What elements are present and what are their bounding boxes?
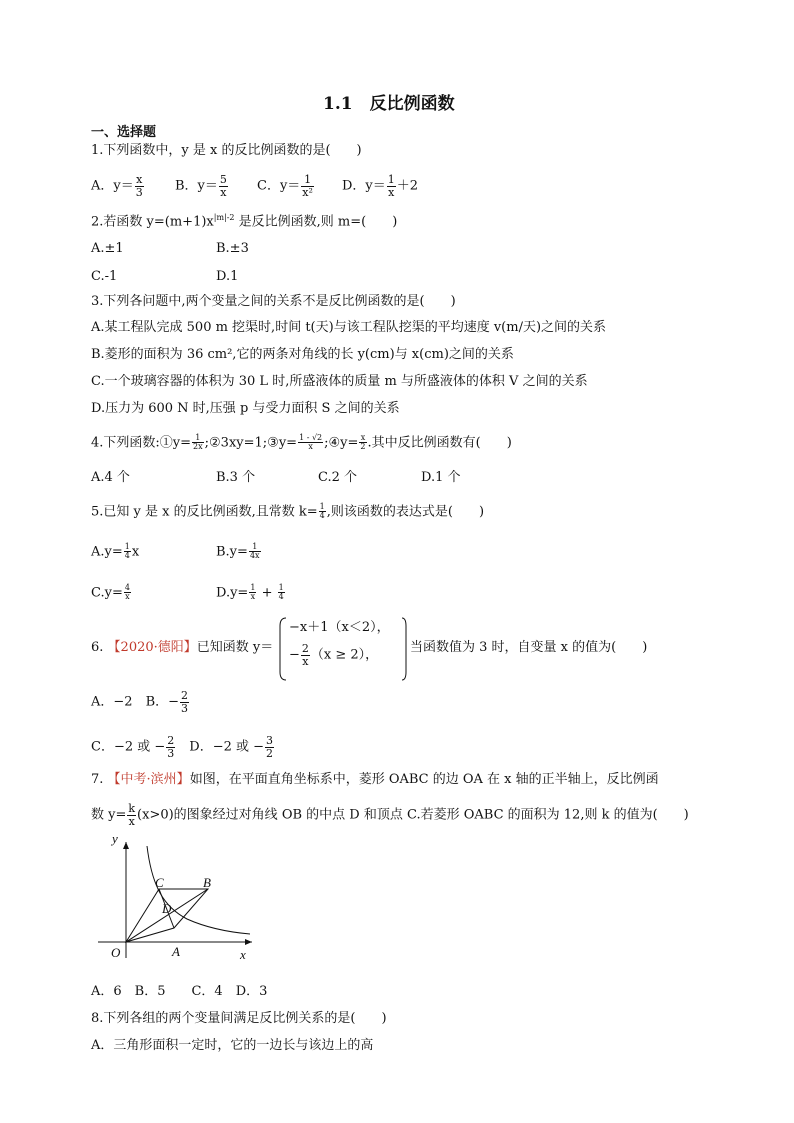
label-d: D bbox=[162, 901, 172, 916]
label-b: B bbox=[203, 875, 211, 890]
q6-options-ab: A．−2 B．− $\frac{2}{3}$ bbox=[91, 689, 189, 715]
y-axis-arrow bbox=[123, 842, 129, 849]
source-tag: 【2020·德阳】 bbox=[107, 640, 197, 655]
q2-option-c: C.-1 bbox=[91, 269, 118, 284]
q6-stem-end: 当函数值为 3 时，自变量 x 的值为( ) bbox=[410, 640, 648, 655]
q5-option-c: C.y= $\frac{4}{x}$ bbox=[91, 583, 130, 602]
q4-option-b: B.3 个 bbox=[216, 470, 256, 485]
q5-option-d: D.y= $\frac{1}{x}$ + $\frac{1}{4}$ bbox=[216, 583, 284, 602]
label-a: A bbox=[172, 944, 180, 959]
q3-stem: 3.下列各问题中,两个变量之间的关系不是反比例函数的是( ) bbox=[91, 294, 456, 309]
q2-stem: 2.若函数 $y=(m+1)x^{|m|-2}$ 是反比例函数,则 m=( ) bbox=[91, 213, 398, 230]
x-axis-arrow bbox=[245, 939, 252, 945]
q6-case-2: − $\frac{2}{x}$ （x ≥ 2）， bbox=[289, 642, 379, 668]
q3-option-c: C.一个玻璃容器的体积为 30 L 时,所盛液体的质量 m 与所盛液体的体积 V 之间的关系 bbox=[91, 374, 588, 389]
q7-options: A．6 B．5 C．4 D．3 bbox=[91, 984, 268, 999]
q8-stem: 8.下列各组的两个变量间满足反比例关系的是( ) bbox=[91, 1011, 387, 1026]
q3-option-d: D.压力为 600 N 时,压强 p 与受力面积 S 之间的关系 bbox=[91, 401, 400, 416]
hyperbola-curve bbox=[147, 846, 250, 934]
q2-option-a: A.±1 bbox=[91, 241, 124, 256]
page-title: 1.1 反比例函数 bbox=[323, 94, 455, 114]
q7-line-1: 7. 【中考·滨州】如图，在平面直角坐标系中，菱形 OABC 的边 OA 在 x 轴的正半轴上，反比例函 bbox=[91, 772, 659, 787]
q1-option-c: C．y＝ $\frac{1}{\text{x²}}$ bbox=[257, 173, 313, 199]
q4-option-d: D.1 个 bbox=[421, 470, 461, 485]
source-tag: 【中考·滨州】 bbox=[107, 772, 190, 787]
q6-case-1: −x＋1（x＜2）， bbox=[289, 620, 390, 635]
q4-stem: 4.下列函数:①y= $\frac{1}{2x}$ ;②3xy=1;③y= $\frac{1 - √2}{x}$ ;④y= $\frac{x}{2}$ .其中反比例函数有( ) bbox=[91, 433, 512, 452]
q2-option-d: D.1 bbox=[216, 269, 239, 284]
section-heading: 一、选择题 bbox=[91, 125, 157, 140]
q7-line-2: 数 y= $\frac{k}{x}$ (x>0)的图象经过对角线 OB 的中点 D 和顶点 C.若菱形 OABC 的面积为 12,则 k 的值为( ) bbox=[91, 802, 689, 828]
label-c: C bbox=[155, 875, 164, 890]
q1-option-b: B．y＝ $\frac{5}{x}$ bbox=[175, 173, 227, 199]
q5-option-b: B.y= $\frac{1}{4x}$ bbox=[216, 542, 260, 561]
q5-option-a: A.y= $\frac{1}{4}$ x bbox=[91, 542, 140, 561]
q1-option-a: A．y＝ $\frac{x}{3}$ bbox=[91, 173, 143, 199]
q3-option-a: A.某工程队完成 500 m 挖渠时,时间 t(天)与该工程队挖渠的平均速度 v(m/天)之间的关系 bbox=[91, 320, 607, 335]
label-y: y bbox=[112, 832, 118, 846]
q8-option-a: A．三角形面积一定时，它的一边长与该边上的高 bbox=[91, 1038, 374, 1053]
q6-stem-start: 6. 【2020·德阳】已知函数 y＝ bbox=[91, 640, 274, 655]
q2-option-b: B.±3 bbox=[216, 241, 249, 256]
q4-option-a: A.4 个 bbox=[91, 470, 130, 485]
q3-option-b: B.菱形的面积为 36 cm²,它的两条对角线的长 y(cm)与 x(cm)之间的关系 bbox=[91, 347, 514, 362]
q5-stem: 5.已知 y 是 x 的反比例函数,且常数 k= $\frac{1}{4}$ ,则该函数的表达式是( ) bbox=[91, 502, 485, 521]
q1-stem: 1.下列函数中，y 是 x 的反比例函数的是( ) bbox=[91, 143, 362, 158]
q6-options-cd: C．−2 或 − $\frac{2}{3}$ D．−2 或 − $\frac{3}{2}$ bbox=[91, 734, 274, 760]
q1-option-d: D．y＝ $\frac{1}{x}$ ＋2 bbox=[342, 173, 419, 199]
label-o: O bbox=[111, 945, 121, 960]
label-x: x bbox=[240, 947, 246, 962]
rhombus-figure bbox=[92, 832, 262, 964]
q4-option-c: C.2 个 bbox=[318, 470, 358, 485]
